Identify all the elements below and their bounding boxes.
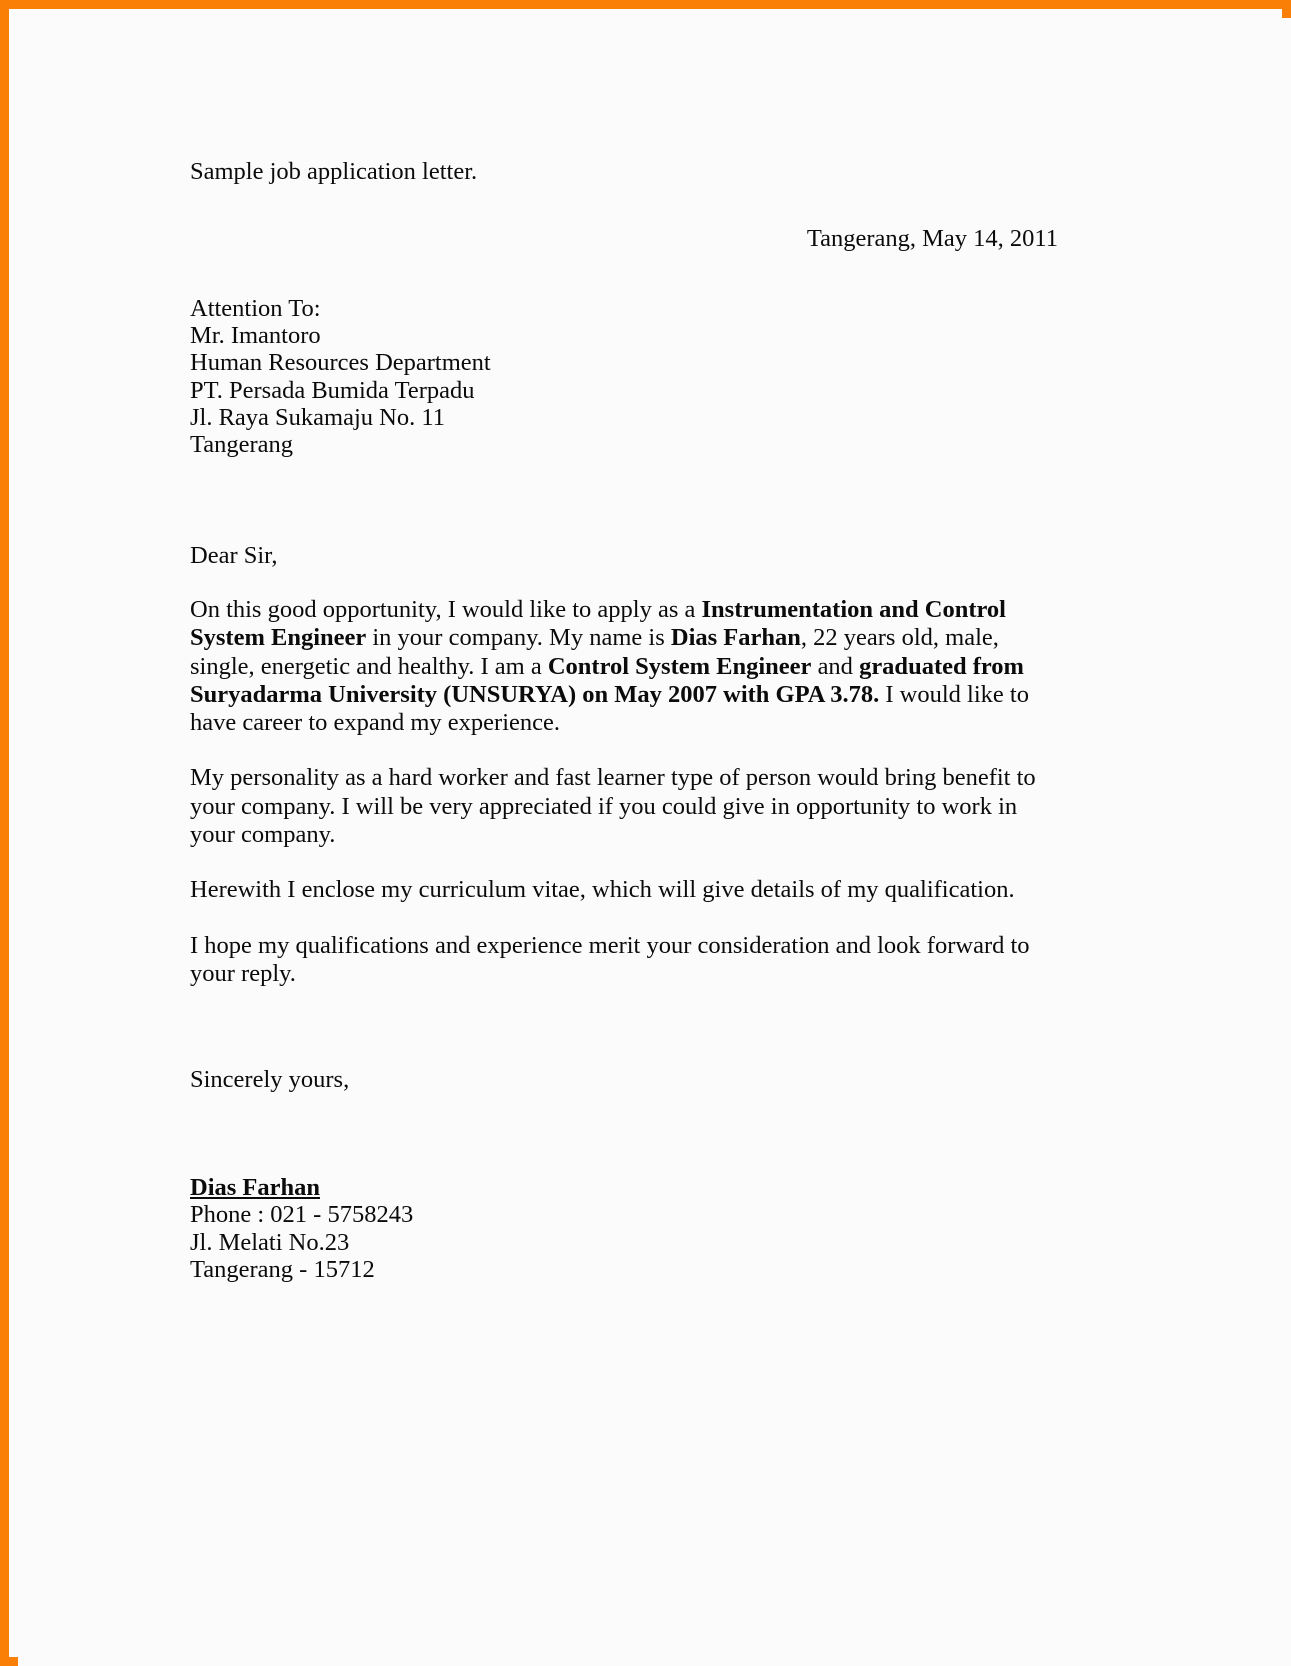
p1-bold-education: graduated from Suryadarma University (UNSURYA) on May 2007 with GPA 3.78. xyxy=(190,652,1024,708)
recipient-address-block xyxy=(190,253,1058,459)
p1-segment-2: in your company. My name is xyxy=(366,624,671,652)
p1-bold-applicant-name: Dias Farhan xyxy=(670,624,801,652)
letter-page xyxy=(18,18,1291,1666)
signature-phone: Phone : 021 - 5758243 xyxy=(190,1201,414,1229)
recipient-company: PT. Persada Bumida Terpadu xyxy=(190,376,475,404)
p1-segment-1: On this good opportunity, I would like to apply as a xyxy=(190,596,702,623)
p1-segment-5: I would like to have career to expand my experience. xyxy=(190,680,1029,737)
signature-name: Dias Farhan xyxy=(190,1173,321,1201)
p1-bold-role: Control System Engineer xyxy=(547,652,812,680)
signature-city-postal: Tangerang - 15712 xyxy=(190,1256,375,1284)
signature-block xyxy=(190,1094,1058,1284)
p1-segment-3: , 22 years old, male, single, energetic and healthy. I am a xyxy=(190,624,999,680)
letter-salutation: Dear Sir, xyxy=(190,541,278,569)
body-paragraph-1 xyxy=(190,569,1058,737)
body-paragraph-3: Herewith I enclose my curriculum vitae, which will give details of my qualification. xyxy=(190,876,1015,904)
letter-date: Tangerang, May 14, 2011 xyxy=(806,225,1058,253)
p1-bold-job-title: Instrumentation and Control System Engineer xyxy=(190,596,1006,652)
body-paragraph-2: My personality as a hard worker and fast learner type of person would bring benefit to your company. I will be very appreciated if you could give in opportunity to work in your company. xyxy=(190,764,1036,849)
recipient-department: Human Resources Department xyxy=(190,349,491,377)
letter-subject: Sample job application letter. xyxy=(190,158,478,185)
letter-closing: Sincerely yours, xyxy=(190,1066,350,1094)
recipient-name: Mr. Imantoro xyxy=(190,322,321,350)
body-paragraph-4: I hope my qualifications and experience merit your consideration and look forward to your reply. xyxy=(190,931,1030,987)
letter-content xyxy=(190,158,1058,1284)
recipient-street: Jl. Raya Sukamaju No. 11 xyxy=(190,404,445,431)
attention-label: Attention To: xyxy=(190,294,321,322)
p1-segment-4: and xyxy=(811,652,860,680)
recipient-city: Tangerang xyxy=(190,431,294,459)
signature-street: Jl. Melati No.23 xyxy=(190,1228,350,1256)
